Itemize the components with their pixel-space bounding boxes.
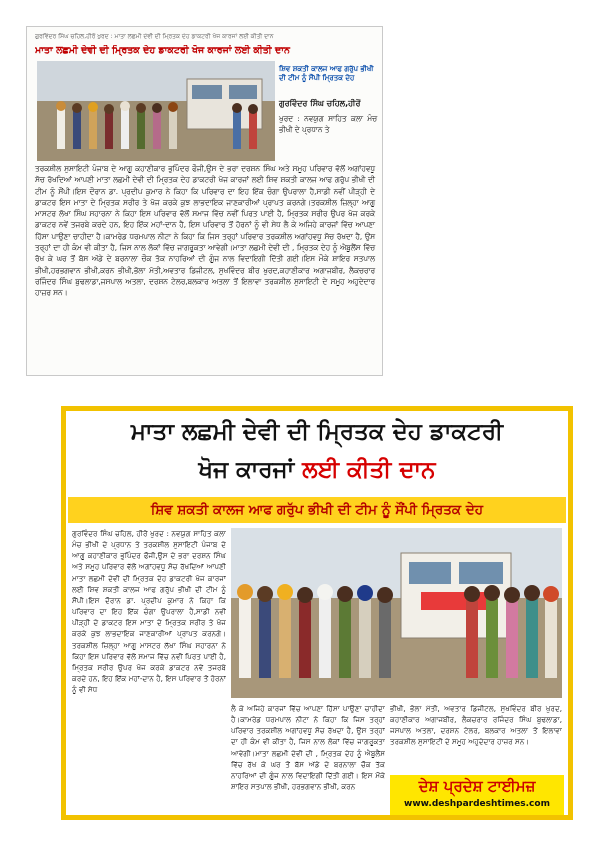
clip2-headline-line2 — [66, 457, 568, 483]
news-clipping-1 — [26, 26, 383, 376]
clip1-photo-caption: ਸ਼ਿਵ ਸ਼ਕਤੀ ਕਾਲਜ ਆਫ ਗਰੁੱਪ ਭੀਖੀ ਦੀ ਟੀਮ ਨੂੰ ਸੌਂਪੀ ਮ੍ਰਿਤਕ ਦੇਹ — [279, 65, 374, 83]
newspaper-logo-url: www.deshpardeshtimes.com — [404, 799, 550, 809]
clip1-lead-text: ਖੁਰਦ : ਨਵਯੁਗ ਸਾਹਿਤ ਕਲਾ ਮੰਚ ਭੀਖੀ ਦੇ ਪ੍ਰਧਾਨ ਤੇ — [279, 114, 377, 135]
clip2-subheadline: ਸ਼ਿਵ ਸ਼ਕਤੀ ਕਾਲਜ ਆਫ ਗਰੁੱਪ ਭੀਖੀ ਦੀ ਟੀਮ ਨੂੰ ਸੌਂਪੀ ਮ੍ਰਿਤਕ ਦੇਹ — [68, 497, 566, 523]
clip2-column-2: ਲੈ ਕੇ ਅਜਿਹੇ ਕਾਰਜਾਂ ਵਿੱਚ ਆਪਣਾ ਹਿੱਸਾ ਪਾਉਣਾ ਚਾਹੀਦਾ ਹੈ।ਕਾਮਰੇਡ ਧਰਮਪਾਲ ਨੀਟਾ ਨੇ ਕਿਹਾ ਕਿ ਜਿਸ ਤਰ੍ਹਾਂ ਪਰਿਵਾਰ ਤਰਕਸ਼ੀਲ ਅਗਾਂਹਵਧੂ ਸੋਚ ਰੱਖਦਾ ਹੈ, ਉਸ ਤਰ੍ਹਾਂ ਦਾ ਹੀ ਕੰਮ ਵੀ ਕੀਤਾ ਹੈ, ਜਿਸ ਨਾਲ ਲੋਕਾਂ ਵਿੱਚ ਜਾਗਰੂਕਤਾ ਆਵੇਗੀ।ਮਾਤਾ ਲਛਮੀ ਦੇਵੀ ਦੀ , ਮ੍ਰਿਤਕ ਦੇਹ ਨੂੰ ਐਬੂਲੈਂਸ ਵਿੱਚ ਰੱਖ ਕੇ ਘਰ ਤੋਂ ਬੱਸ ਅੱਡੇ ਦੇ ਬਰਨਾਲਾ ਚੌਕ ਤੱਕ ਨਾਹਰਿਆਂ ਦੀ ਗੂੰਜ ਨਾਲ ਵਿਦਾਇਗੀ ਦਿੱਤੀ ਗਈ। ਇਸ ਮੌਕੇ ਸ਼ਾਇਰ ਸਤਪਾਲ ਭੀਖੀ, ਹਰਭਗਵਾਨ ਭੀਖੀ, ਕਰਨ — [231, 704, 385, 792]
clip1-photo — [37, 61, 275, 161]
clip2-photo — [231, 528, 562, 698]
clip1-headline: ਮਾਤਾ ਲਛਮੀ ਦੇਵੀ ਦੀ ਮ੍ਰਿਤਕ ਦੇਹ ਡਾਕਟਰੀ ਖੋਜ ਕਾਰਜਾਂ ਲਈ ਕੀਤੀ ਦਾਨ — [35, 45, 290, 56]
clip1-dateline: ਗੁਰਵਿੰਦਰ ਸਿੰਘ ਚਹਿਲ,ਹੀਰੋਂ ਖੁਰਦ : ਮਾਤਾ ਲਛਮੀ ਦੇਵੀ ਦੀ ਮ੍ਰਿਤਕ ਦੇਹ ਡਾਕਟਰੀ ਖੋਜ ਕਾਰਜਾਂ ਲਈ ਕੀਤੀ ਦਾਨ — [35, 33, 274, 40]
newspaper-logo — [390, 775, 564, 815]
newspaper-logo-name: ਦੇਸ਼ ਪ੍ਰਦੇਸ਼ ਟਾਈਮਜ਼ — [418, 777, 536, 795]
clip2-photo-illustration — [231, 528, 562, 698]
clip2-headline-black-part: ਖੋਜ ਕਾਰਜਾਂ — [198, 457, 295, 483]
clip2-column-3: ਭੀਖੀ, ਭੋਲਾ ਮੱਤੀ, ਅਵਤਾਰ ਡਿਜੀਟਲ, ਸੁਖਵਿੰਦਰ ਬੀਰ ਖੁਰਦ, ਕਹਾਣੀਕਾਰ ਅਗਾਜਬੀਰ, ਲੈਕਚਰਾਰ ਰਜਿੰਦਰ ਸਿੰਘ ਬੁਢਲਾਡਾ, ਜਸਪਾਲ ਅਤਲਾ, ਦਰਸ਼ਨ ਟੇਲਰ, ਬਲਕਾਰ ਅਤਲਾ ਤੋਂ ਇਲਾਵਾ ਤਰਕਸ਼ੀਲ ਸੁਸਾਇਟੀ ਦੇ ਸਮੂਹ ਅਹੁਦੇਦਾਰ ਹਾਜ਼ਰ ਸਨ। — [390, 704, 562, 747]
clip1-body-text: ਤਰਕਸ਼ੀਲ ਸੁਸਾਇਟੀ ਪੰਜਾਬ ਦੇ ਆਗੂ ਕਹਾਣੀਕਾਰ ਭੁਪਿੰਦਰ ਫੌਜੀ,ਉਸ ਦੇ ਭਰਾ ਦਰਸ਼ਨ ਸਿੰਘ ਅਤੇ ਸਮੂਹ ਪਰਿਵਾਰ ਵੱਲੋਂ ਅਗਾਂਹਵਧੂ ਸੋਚ ਰੱਖਦਿਆਂ ਆਪਣੀ ਮਾਤਾ ਲਛਮੀ ਦੇਵੀ ਦੀ ਮ੍ਰਿਤਕ ਦੇਹ ਡਾਕਟਰੀ ਖੋਜ ਕਾਰਜਾਂ ਲਈ ਸ਼ਿਵ ਸ਼ਕਤੀ ਕਾਲਜ ਆਫ ਗਰੁੱਪ ਭੀਖੀ ਦੀ ਟੀਮ ਨੂੰ ਸੌਂਪੀ।ਇਸ ਦੌਰਾਨ ਡਾ. ਪ੍ਰਦੀਪ ਕੁਮਾਰ ਨੇ ਕਿਹਾ ਕਿ ਪਰਿਵਾਰ ਦਾ ਇਹ ਇੱਕ ਚੰਗਾ ਉਪਰਾਲਾ ਹੈ,ਸਾਡੀ ਨਵੀਂ ਪੀੜ੍ਹੀ ਦੇ ਡਾਕਟਰ ਇਸ ਮਾਤਾ ਦੇ ਮ੍ਰਿਤਕ ਸਰੀਰ ਤੇ ਖੋਜ ਕਰਕੇ ਕੁਝ ਲਾਭਦਾਇਕ ਜਾਣਕਾਰੀਆਂ ਪ੍ਰਾਪਤ ਕਰਨਗੇ।ਤਰਕਸ਼ੀਲ ਜ਼ਿਲ੍ਹਾ ਆਗੂ ਮਾਸਟਰ ਲੱਖਾ ਸਿੰਘ ਸਹਾਰਨਾ ਨੇ ਕਿਹਾ ਇਸ ਪਰਿਵਾਰ ਵੱਲੋਂ ਸਮਾਜ ਵਿੱਚ ਨਵੀਂ ਪਿਰਤ ਪਾਈ ਹੈ, ਮ੍ਰਿਤਕ ਸਰੀਰ ਉਪਰ ਖੋਜ ਕਰਕੇ ਡਾਕਟਰ ਨਵੇਂ ਤਜਰਬੇ ਕਰਦੇ ਹਨ, ਇਹ ਇੱਕ ਮਹਾਂ-ਦਾਨ ਹੈ, ਇਸ ਪਰਿਵਾਰ ਤੋਂ ਹੋਰਨਾਂ ਨੂੰ ਵੀ ਸੇਧ ਲੈ ਕੇ ਅਜਿਹੇ ਕਾਰਜਾਂ ਵਿੱਚ ਆਪਣਾ ਹਿੱਸਾ ਪਾਉਣਾ ਚਾਹੀਦਾ ਹੈ।ਕਾਮਰੇਡ ਧਰਮਪਾਲ ਨੀਟਾ ਨੇ ਕਿਹਾ ਕਿ ਜਿਸ ਤਰ੍ਹਾਂ ਪਰਿਵਾਰ ਤਰਕਸ਼ੀਲ ਅਗਾਂਹਵਧੂ ਸੋਚ ਰੱਖਦਾ ਹੈ, ਉਸ ਤਰ੍ਹਾਂ ਦਾ ਹੀ ਕੰਮ ਵੀ ਕੀਤਾ ਹੈ, ਜਿਸ ਨਾਲ ਲੋਕਾਂ ਵਿੱਚ ਜਾਗਰੂਕਤਾ ਆਵੇਗੀ।ਮਾਤਾ ਲਛਮੀ ਦੇਵੀ ਦੀ , ਮ੍ਰਿਤਕ ਦੇਹ ਨੂੰ ਐਬੂਲੈਂਸ ਵਿੱਚ ਰੱਖ ਕੇ ਘਰ ਤੋਂ ਬੱਸ ਅੱਡੇ ਦੇ ਬਰਨਾਲਾ ਚੌਕ ਤੱਕ ਨਾਹਰਿਆਂ ਦੀ ਗੂੰਜ ਨਾਲ ਵਿਦਾਇਗੀ ਦਿੱਤੀ ਗਈ।ਇਸ ਮੌਕੇ ਸ਼ਾਇਰ ਸਤਪਾਲ ਭੀਖੀ,ਹਰਭਗਵਾਨ ਭੀਖੀ,ਕਰਨ ਭੀਖੀ,ਭੋਲਾ ਮੱਤੀ,ਅਵਤਾਰ ਡਿਜੀਟਲ, ਸੁਖਵਿੰਦਰ ਬੀਰ ਖੁਰਦ,ਕਹਾਣੀਕਾਰ ਅਗਾਜਬੀਰ, ਲੈਕਚਰਾਰ ਰਜਿੰਦਰ ਸਿੰਘ ਬੁਢਲਾਡਾ,ਜਸਪਾਲ ਅਤਲਾ, ਦਰਸ਼ਨ ਟੇਲਰ,ਬਲਕਾਰ ਅਤਲਾ ਤੋਂ ਇਲਾਵਾ ਤਰਕਸ਼ੀਲ ਸੁਸਾਇਟੀ ਦੇ ਸਮੂਹ ਅਹੁਦੇਦਾਰ ਹਾਜ਼ਰ ਸਨ। — [35, 164, 375, 298]
clip2-headline-line1: ਮਾਤਾ ਲਛਮੀ ਦੇਵੀ ਦੀ ਮ੍ਰਿਤਕ ਦੇਹ ਡਾਕਟਰੀ — [130, 419, 504, 445]
clip1-photo-illustration — [37, 61, 275, 161]
clip2-column-1: ਗੁਰਵਿੰਦਰ ਸਿੰਘ ਚਹਿਲ, ਹੀਰੋਂ ਖੁਰਦ : ਨਵਯੁਗ ਸਾਹਿਤ ਕਲਾ ਮੰਚ ਭੀਖੀ ਦੇ ਪ੍ਰਧਾਨ ਤੇ ਤਰਕਸ਼ੀਲ ਸੁਸਾਇਟੀ ਪੰਜਾਬ ਦੇ ਆਗੂ ਕਹਾਣੀਕਾਰ ਭੁਪਿੰਦਰ ਫੌਜੀ,ਉਸ ਦੇ ਭਰਾ ਦਰਸ਼ਨ ਸਿੰਘ ਅਤੇ ਸਮੂਹ ਪਰਿਵਾਰ ਵੱਲੋਂ ਅਗਾਂਹਵਧੂ ਸੋਚ ਰੱਖਦਿਆਂ ਆਪਣੀ ਮਾਤਾ ਲਛਮੀ ਦੇਵੀ ਦੀ ਮ੍ਰਿਤਕ ਦੇਹ ਡਾਕਟਰੀ ਖੋਜ ਕਾਰਜਾਂ ਲਈ ਸ਼ਿਵ ਸ਼ਕਤੀ ਕਾਲਜ ਆਫ ਗਰੁੱਪ ਭੀਖੀ ਦੀ ਟੀਮ ਨੂੰ ਸੌਂਪੀ।ਇਸ ਦੌਰਾਨ ਡਾ. ਪ੍ਰਦੀਪ ਕੁਮਾਰ ਨੇ ਕਿਹਾ ਕਿ ਪਰਿਵਾਰ ਦਾ ਇਹ ਇੱਕ ਚੰਗਾ ਉਪਰਾਲਾ ਹੈ,ਸਾਡੀ ਨਵੀਂ ਪੀੜ੍ਹੀ ਦੇ ਡਾਕਟਰ ਇਸ ਮਾਤਾ ਦੇ ਮ੍ਰਿਤਕ ਸਰੀਰ ਤੇ ਖੋਜ ਕਰਕੇ ਕੁਝ ਲਾਭਦਾਇਕ ਜਾਣਕਾਰੀਆਂ ਪ੍ਰਾਪਤ ਕਰਨਗੇ।ਤਰਕਸ਼ੀਲ ਜ਼ਿਲ੍ਹਾ ਆਗੂ ਮਾਸਟਰ ਲੱਖਾ ਸਿੰਘ ਸਹਾਰਨਾ ਨੇ ਕਿਹਾ ਇਸ ਪਰਿਵਾਰ ਵੱਲੋਂ ਸਮਾਜ ਵਿੱਚ ਨਵੀਂ ਪਿਰਤ ਪਾਈ ਹੈ, ਮ੍ਰਿਤਕ ਸਰੀਰ ਉਪਰ ਖੋਜ ਕਰਕੇ ਡਾਕਟਰ ਨਵੇਂ ਤਜਰਬੇ ਕਰਦੇ ਹਨ, ਇਹ ਇੱਕ ਮਹਾਂ-ਦਾਨ ਹੈ, ਇਸ ਪਰਿਵਾਰ ਤੋਂ ਹੋਰਨਾਂ ਨੂੰ ਵੀ ਸੇਧ — [72, 529, 226, 695]
news-clipping-2 — [61, 406, 573, 820]
clip1-byline: ਗੁਰਵਿੰਦਰ ਸਿੰਘ ਚਹਿਲ,ਹੀਰੋਂ — [279, 99, 361, 108]
clip2-headline-red-part: ਲਈ ਕੀਤੀ ਦਾਨ — [302, 457, 436, 483]
